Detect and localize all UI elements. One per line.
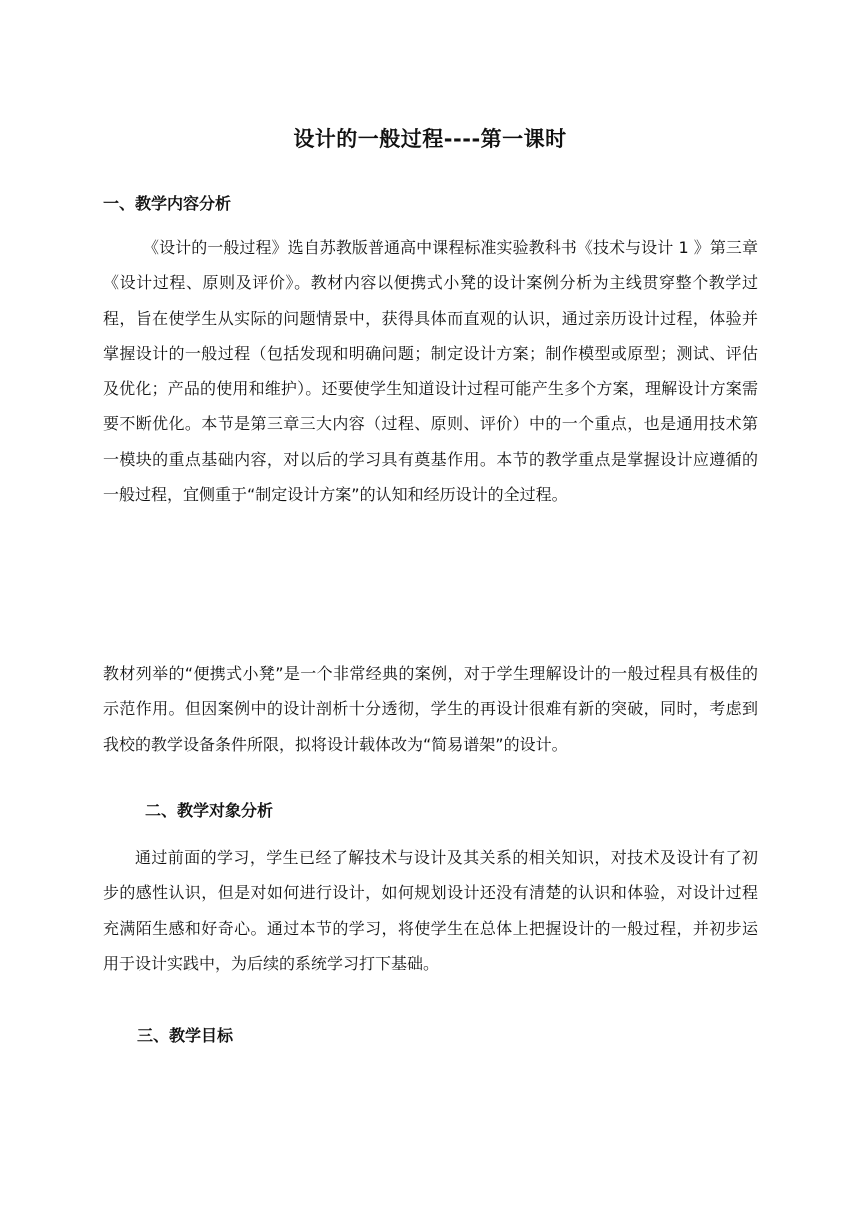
section-heading-content-analysis: 一、教学内容分析 [103, 194, 232, 213]
section-heading-teaching-goals: 三、教学目标 [137, 1026, 234, 1045]
section-heading-student-analysis: 二、教学对象分析 [145, 801, 274, 820]
paragraph-student-analysis-1: 通过前面的学习，学生已经了解技术与设计及其关系的相关知识，对技术及设计有了初步的感性认识，但是对如何进行设计，如何规划设计还没有清楚的认识和体验，对设计过程充满陌生感和好奇心。通过本节的学习，将使学生在总体上把握设计的一般过程，并初步运用于设计实践中，为后续的系统学习打下基础。 [103, 848, 758, 973]
paragraph-content-analysis-1: 《设计的一般过程》选自苏教版普通高中课程标准实验教科书《技术与设计 1 》第三章《设计过程、原则及评价》。教材内容以便携式小凳的设计案例分析为主线贯穿整个教学过程，旨在使学生从实际的问题情景中，获得具体而直观的认识，通过亲历设计过程，体验并掌握设计的一般过程（包括发现和明确问题；制定设计方案；制作模型或原型；测试、评估及优化；产品的使用和维护）。还要使学生知道设计过程可能产生多个方案，理解设计方案需要不断优化。本节是第三章三大内容（过程、原则、评价）中的一个重点，也是通用技术第一模块的重点基础内容，对以后的学习具有奠基作用。本节的教学重点是掌握设计应遵循的一般过程，宜侧重于“制定设计方案”的认知和经历设计的全过程。 [103, 238, 758, 505]
document-title: 设计的一般过程----第一课时 [293, 127, 567, 151]
paragraph-content-analysis-2: 教材列举的“便携式小凳”是一个非常经典的案例，对于学生理解设计的一般过程具有极佳的示范作用。但因案例中的设计剖析十分透彻，学生的再设计很难有新的突破，同时，考虑到我校的教学设备条件所限，拟将设计载体改为“简易谱架”的设计。 [103, 664, 758, 754]
